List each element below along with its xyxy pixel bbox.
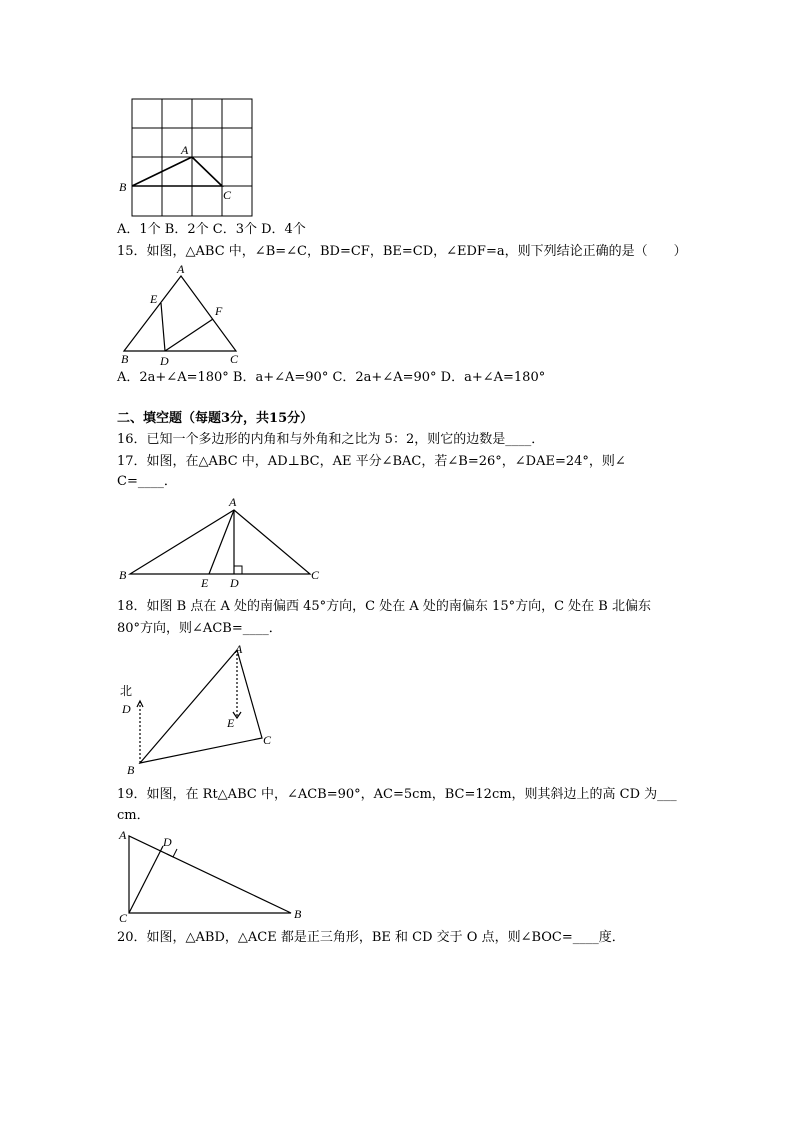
q17-triangle-figure — [115, 495, 330, 590]
q18-label-b: B — [127, 763, 135, 777]
q18-direction-figure — [112, 640, 282, 780]
q15-label-f: F — [215, 304, 223, 318]
q14-label-b: B — [119, 180, 127, 194]
q20-stem: 20．如图，△ABD，△ACE 都是正三角形，BE 和 CD 交于 O 点，则∠BOC=____度． — [117, 930, 625, 945]
q15-label-c: C — [230, 352, 239, 366]
q17-label-b: B — [119, 568, 127, 582]
q18-north-label: 北 — [120, 684, 133, 698]
q18-label-a: A — [235, 642, 243, 656]
q17-label-a: A — [229, 495, 237, 509]
q15-label-b: B — [121, 352, 129, 366]
q19-label-a: A — [119, 828, 127, 842]
q18-label-c: C — [263, 733, 272, 747]
q17-label-e: E — [201, 576, 209, 590]
q18-label-d: D — [122, 702, 131, 716]
q14-grid-figure — [115, 96, 260, 221]
q16-stem: 16．已知一个多边形的内角和与外角和之比为 5：2，则它的边数是____． — [117, 432, 545, 447]
q15-stem: 15．如图，△ABC 中，∠B=∠C，BD=CF，BE=CD，∠EDF=a，则下列结论正确的是（ ） — [117, 244, 687, 259]
q18-stem-line1: 18．如图 B 点在 A 处的南偏西 45°方向，C 处在 A 处的南偏东 15°方向，C 处在 B 北偏东 — [117, 599, 651, 614]
q14-options: A．1个 B．2个 C．3个 D．4个 — [117, 222, 306, 237]
q15-triangle-figure — [115, 262, 250, 370]
q15-label-a: A — [177, 262, 185, 276]
q14-label-a: A — [181, 143, 189, 157]
section-title-fill-in: 二、填空题（每题3分，共15分） — [117, 411, 314, 426]
q19-label-c: C — [119, 911, 128, 925]
q19-label-b: B — [294, 907, 302, 921]
q17-label-c: C — [311, 568, 320, 582]
q18-label-e: E — [227, 716, 235, 730]
q15-label-d: D — [160, 354, 169, 368]
q15-options: A．2a+∠A=180° B．a+∠A=90° C．2a+∠A=90° D．a+∠A=180° — [117, 370, 546, 385]
q17-stem-line1: 17．如图，在△ABC 中，AD⊥BC，AE 平分∠BAC，若∠B=26°，∠DAE=24°，则∠ — [117, 454, 626, 469]
q18-stem-line2: 80°方向，则∠ACB=____． — [117, 621, 282, 636]
q19-label-d: D — [163, 835, 172, 849]
q19-right-triangle-figure — [115, 826, 315, 926]
q19-stem-line2: cm． — [117, 808, 150, 823]
q15-label-e: E — [150, 292, 158, 306]
q14-triangle — [132, 157, 222, 186]
q19-stem-line1: 19．如图，在 Rt△ABC 中，∠ACB=90°，AC=5cm，BC=12cm，则其斜边上的高 CD 为___ — [117, 787, 677, 802]
q14-label-c: C — [223, 188, 232, 202]
q17-stem-line2: C=____． — [117, 474, 177, 489]
q17-label-d: D — [230, 576, 239, 590]
